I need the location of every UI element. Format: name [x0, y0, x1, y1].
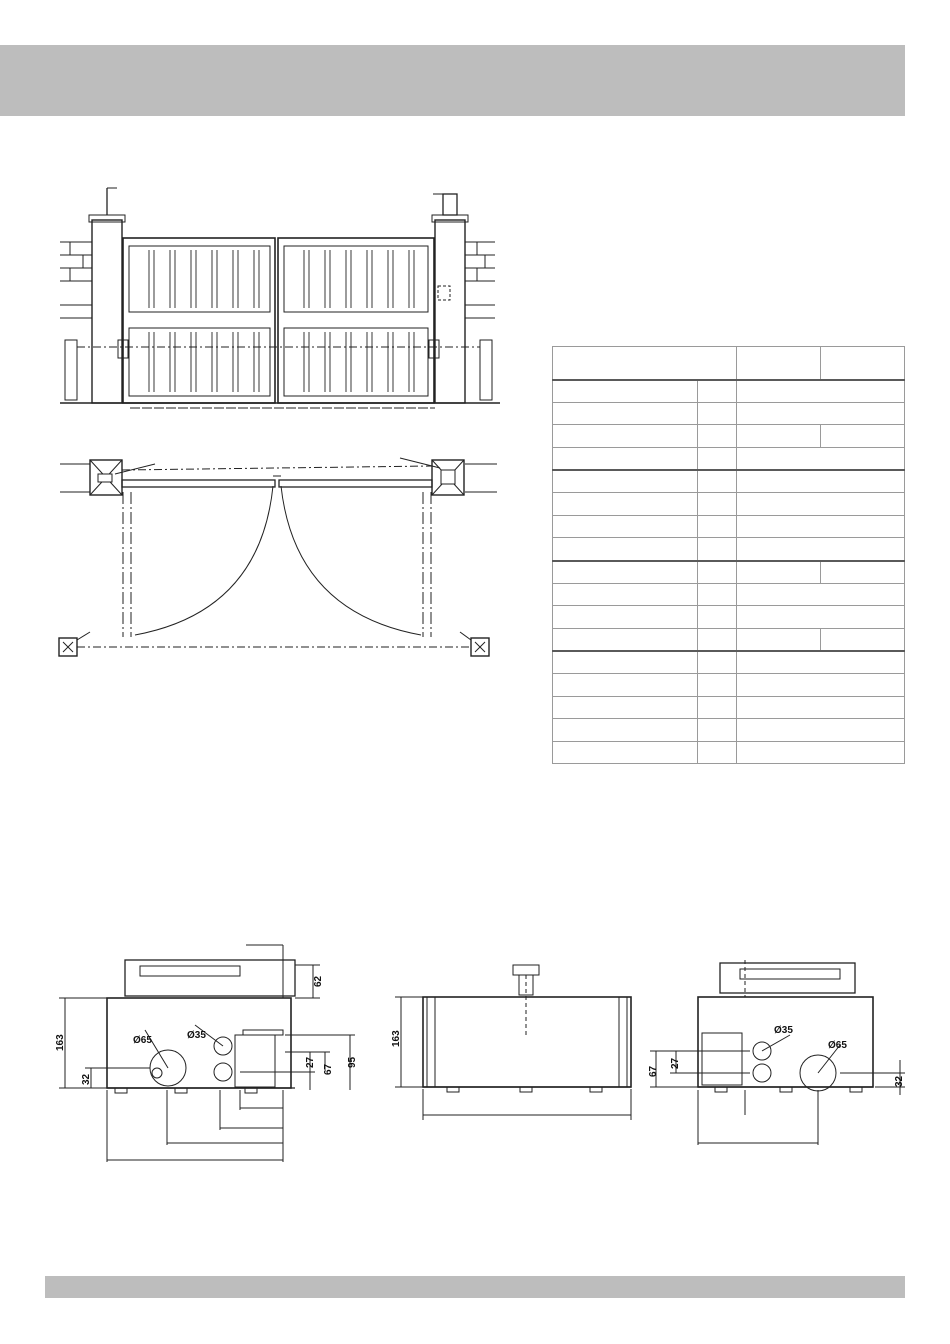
- table-row: [553, 628, 905, 651]
- table-row: [553, 606, 905, 628]
- table-row: [553, 380, 905, 403]
- brick-wall-left: [60, 242, 92, 318]
- dim-27-left: 27: [305, 1056, 316, 1068]
- specification-table: [552, 346, 905, 764]
- table-row: [553, 470, 905, 493]
- dim-62: 62: [313, 975, 324, 987]
- dim-hole65-right: Ø65: [828, 1040, 847, 1051]
- table-row: [553, 561, 905, 584]
- table-row: [553, 447, 905, 470]
- dim-95: 95: [347, 1056, 358, 1068]
- table-row: [553, 674, 905, 696]
- dim-67-left: 67: [323, 1063, 334, 1075]
- dim-32-right: 32: [894, 1075, 905, 1087]
- table-row: [553, 538, 905, 561]
- flashing-lamp: [443, 194, 457, 215]
- left-pillar: [92, 220, 122, 403]
- gate-plan-drawing: [55, 452, 505, 662]
- photocell-left: [65, 340, 77, 400]
- dim-32-left: 32: [81, 1073, 92, 1085]
- motor-box-right-drawing: [640, 955, 910, 1165]
- table-row: [553, 402, 905, 424]
- gate-leaf-right: [278, 238, 434, 403]
- table-row: [553, 696, 905, 718]
- dim-67-right: 67: [648, 1065, 659, 1077]
- table-row: [553, 493, 905, 515]
- table-row: [553, 719, 905, 741]
- table-row: [553, 515, 905, 537]
- table-row: [553, 583, 905, 605]
- table-row: [553, 651, 905, 674]
- dim-163-left: 163: [55, 1034, 66, 1051]
- dim-hole35-right: Ø35: [774, 1025, 793, 1036]
- photocell-right: [480, 340, 492, 400]
- table-row: [553, 741, 905, 763]
- right-pillar: [435, 220, 465, 403]
- brick-wall-right: [465, 242, 495, 318]
- dim-27-right: 27: [670, 1057, 681, 1069]
- dim-hole35-left: Ø35: [187, 1030, 206, 1041]
- motor-box-left-drawing: [45, 940, 365, 1170]
- header-band: [0, 45, 905, 116]
- dim-163-center: 163: [391, 1030, 402, 1047]
- footer-band: [45, 1276, 905, 1298]
- gate-elevation-drawing: [55, 180, 505, 420]
- gate-leaf-left: [123, 238, 275, 403]
- table-row: [553, 425, 905, 447]
- motor-box-center-drawing: [385, 955, 645, 1155]
- table-header-row: [553, 347, 905, 380]
- dim-hole65-left: Ø65: [133, 1035, 152, 1046]
